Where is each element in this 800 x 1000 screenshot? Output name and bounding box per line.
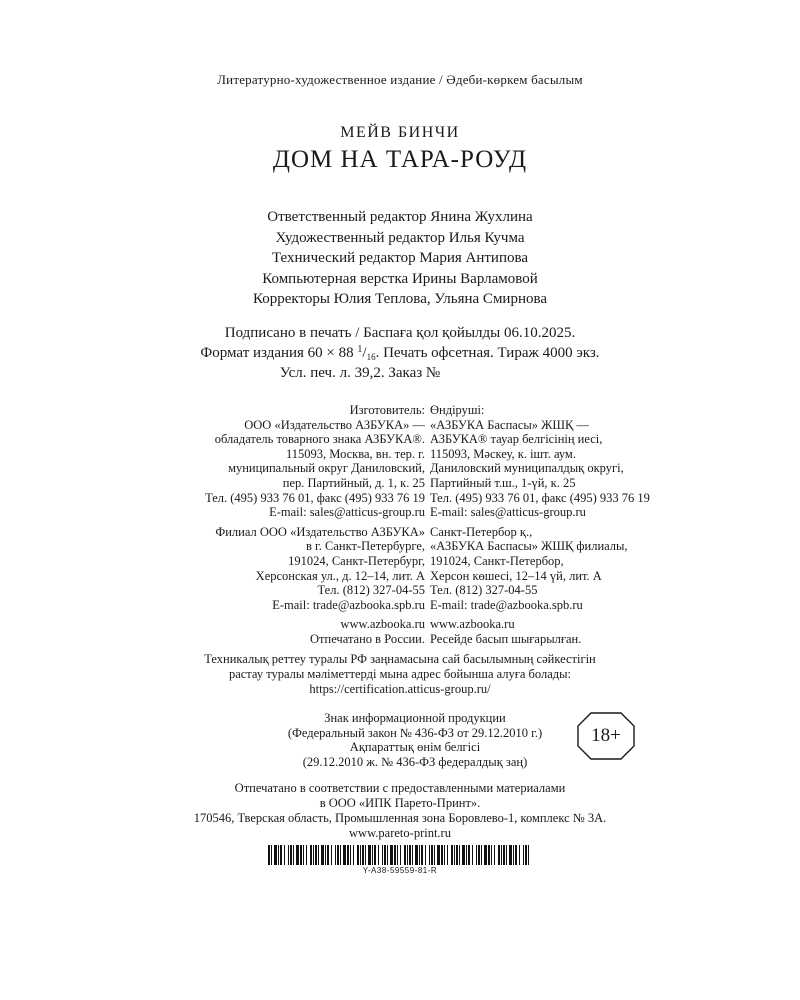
manufacturer-line: 115093, Москва, вн. тер. г.: [285, 446, 425, 461]
manufacturer-line: Изготовитель:: [349, 403, 425, 417]
manufacturer-line: 115093, Мәскеу, к. ішт. аум.: [430, 446, 576, 461]
branch-line: Санкт-Петербор қ.,: [430, 524, 533, 539]
branch-line: Херсон көшесі, 12–14 үй, лит. А: [430, 568, 602, 583]
branch-line: Тел. (812) 327-04-55: [430, 583, 538, 598]
tech-regulation-note: Техникалық реттеу туралы РФ заңнамасына сай басылымның сәйкестігін растау туралы мәліметтерді мына адрес бойынша алуға болады: https://certification.atticus-group.ru/: [0, 652, 800, 697]
manufacturer-line: обладатель товарного знака АЗБУКА®.: [214, 432, 425, 447]
credit-line: Технический редактор Мария Антипова: [271, 250, 529, 266]
credit-line: Корректоры Юлия Теплова, Ульяна Смирнова: [252, 291, 548, 307]
signed-date: Подписано в печать / Баспаға қол қойылды 06.10.2025.: [224, 325, 576, 341]
barcode: [268, 845, 530, 865]
branch-line: 191024, Санкт-Петербург,: [288, 553, 425, 568]
manufacturer-line: пер. Партийный, д. 1, к. 25: [282, 475, 425, 490]
manufacturer-line: Партийный т.ш., 1-үй, к. 25: [430, 475, 576, 490]
manufacturer-line: Тел. (495) 933 76 01, факс (495) 933 76 19: [430, 490, 650, 505]
credit-line: Ответственный редактор Янина Жухлина: [267, 209, 533, 225]
manufacturer-line: Тел. (495) 933 76 01, факс (495) 933 76 19: [205, 490, 425, 505]
format-line: Формат издания 60 × 88 $^1/_{16}$. Печать офсетная. Тираж 4000 экз.: [200, 343, 600, 362]
info-product-sign: Знак информационной продукции (Федеральный закон № 436-ФЗ от 29.12.2010 г.) Ақпараттық өнім белгісі (29.12.2010 ж. № 436-ФЗ федералдық заң): [287, 711, 543, 769]
book-title: ДОМ НА ТАРА-РОУД: [272, 146, 528, 173]
branch-line: 191024, Санкт-Петербор,: [430, 553, 564, 568]
branch-line: Херсонская ул., д. 12–14, лит. А: [255, 568, 425, 583]
branch-line: Тел. (812) 327-04-55: [317, 583, 425, 598]
printer-website: www.pareto-print.ru: [349, 826, 451, 840]
barcode-number: Y-A38-59559-81-R: [362, 866, 438, 875]
printed-country: Отпечатано в России.: [310, 631, 425, 646]
editorial-credits: [0, 207, 800, 310]
website-line: www.azbooka.ru: [340, 617, 425, 632]
branch-line: E-mail: trade@azbooka.spb.ru: [430, 597, 583, 612]
publisher-ru: [205, 403, 425, 647]
author-name: МЕЙВ БИНЧИ: [340, 124, 460, 141]
printer-info: Отпечатано в соответствии с предоставленными материалами в ООО «ИПК Парето-Принт». 170546, Тверская область, Промышленная зона Боровлево-1, комплекс № 3А. www.pareto-print.ru: [0, 781, 800, 841]
manufacturer-line: Өндіруші:: [430, 403, 485, 417]
branch-line: в г. Санкт-Петербурге,: [306, 539, 425, 554]
edition-type: Литературно-художественное издание / Әдеби-көркем басылым: [217, 72, 583, 87]
branch-line: Филиал ООО «Издательство АЗБУКА»: [215, 524, 425, 539]
manufacturer-line: муниципальный округ Даниловский,: [228, 461, 425, 476]
credit-line: Художественный редактор Илья Кучма: [275, 229, 525, 246]
manufacturer-line: Даниловский муниципалдық округі,: [430, 461, 624, 476]
order-line: Усл. печ. л. 39,2. Заказ №: [279, 365, 441, 381]
age-rating: 18+: [591, 725, 621, 746]
branch-line: «АЗБУКА Баспасы» ЖШҚ филиалы,: [430, 539, 628, 554]
age-rating-badge: [577, 712, 635, 760]
manufacturer-line: E-mail: sales@atticus-group.ru: [430, 505, 586, 520]
website-line: www.azbooka.ru: [430, 617, 515, 632]
manufacturer-line: ООО «Издательство АЗБУКА» —: [244, 417, 425, 432]
print-details: [0, 324, 800, 384]
printed-country: Ресейде басып шығарылған.: [430, 631, 582, 646]
manufacturer-line: E-mail: sales@atticus-group.ru: [269, 505, 425, 520]
publisher-kz: [430, 403, 650, 647]
manufacturer-line: АЗБУКА® тауар белгісінің иесі,: [430, 432, 603, 447]
branch-line: E-mail: trade@azbooka.spb.ru: [272, 597, 425, 612]
certification-link: https://certification.atticus-group.ru/: [309, 682, 491, 696]
manufacturer-line: «АЗБУКА Баспасы» ЖШҚ —: [430, 417, 589, 432]
credit-line: Компьютерная верстка Ирины Варламовой: [262, 270, 538, 287]
